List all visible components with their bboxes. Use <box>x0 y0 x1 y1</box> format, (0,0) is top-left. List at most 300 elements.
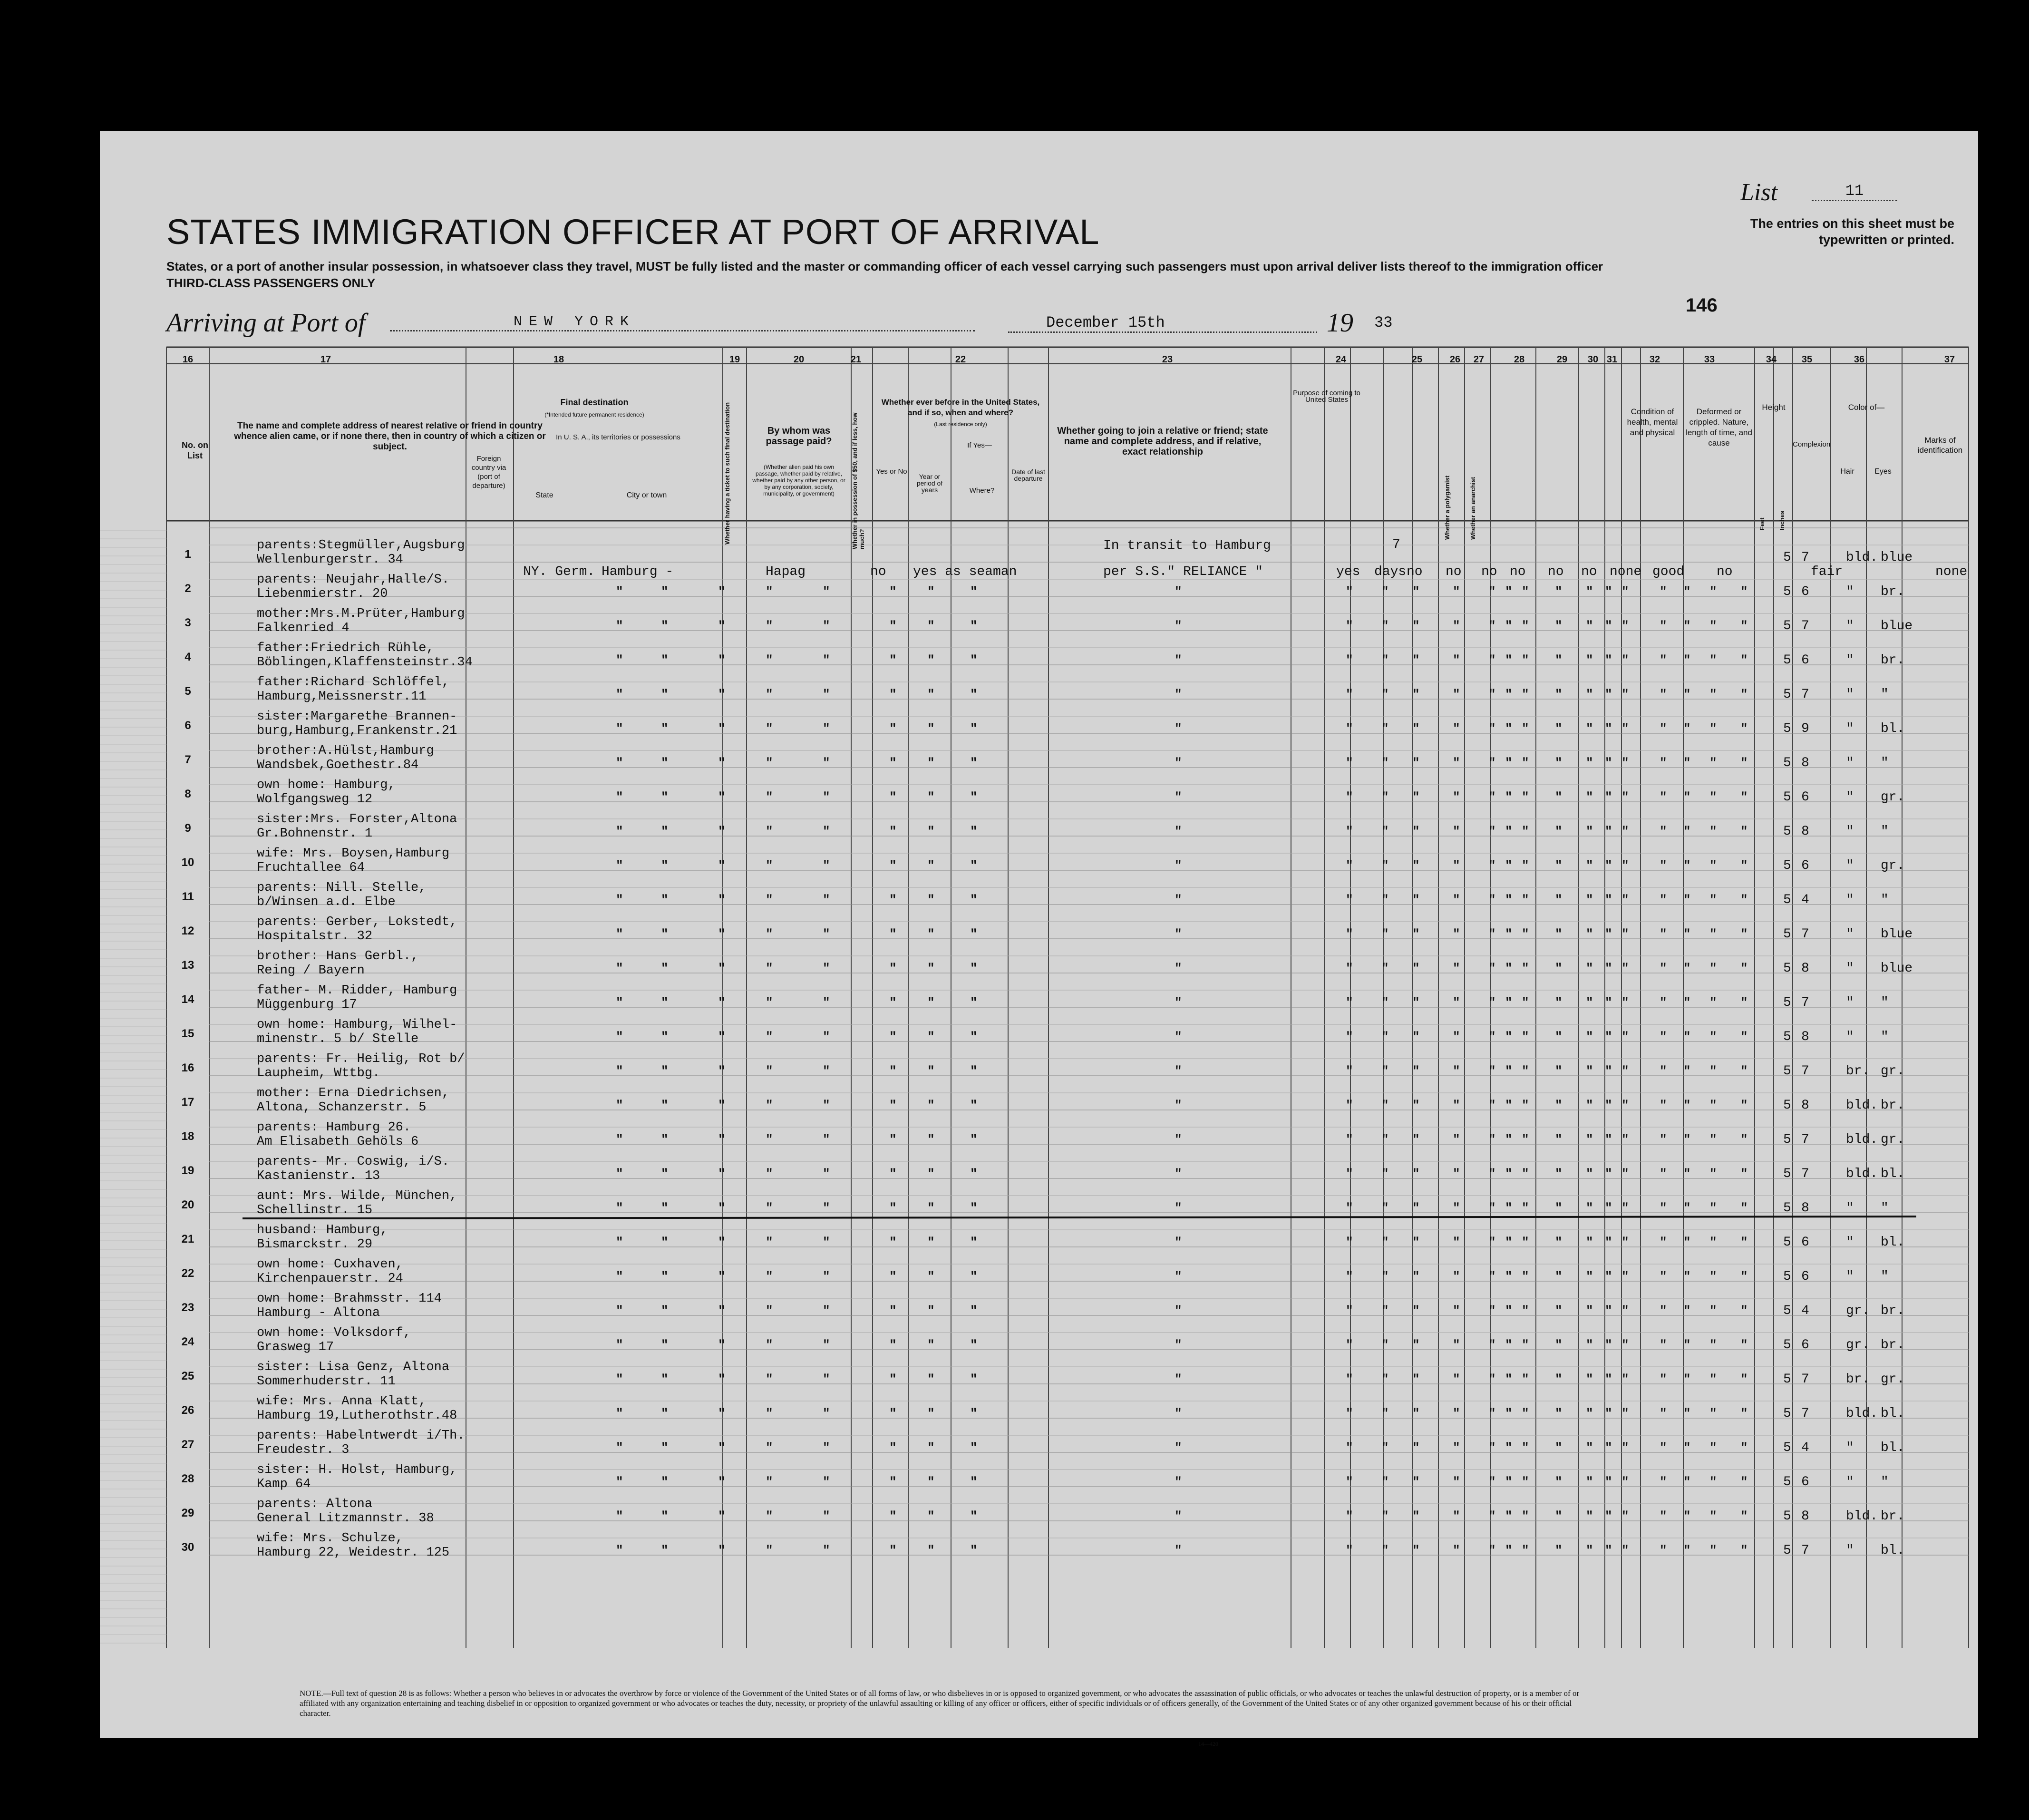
row-number: 25 <box>181 1370 194 1382</box>
height-feet: 5 <box>1783 1201 1791 1216</box>
ditto-mark: " <box>1683 824 1691 838</box>
ditto-mark: " <box>1709 1543 1717 1557</box>
ditto-mark: " <box>616 1475 623 1489</box>
ditto-mark: " <box>970 687 978 701</box>
ditto-mark: " <box>1488 1304 1496 1318</box>
ditto-mark: " <box>1412 619 1420 633</box>
ditto-mark: " <box>616 1509 623 1523</box>
eye-color: br. <box>1881 584 1905 599</box>
hair-color: " <box>1846 858 1854 873</box>
relative-address-line-2: Wandsbek,Goethestr.84 <box>257 758 419 772</box>
relative-address-line-2: Fruchtallee 64 <box>257 861 365 875</box>
ditto-mark: " <box>616 1201 623 1215</box>
ditto-mark: " <box>970 858 978 873</box>
ditto-mark: " <box>1586 1475 1593 1489</box>
ditto-mark: " <box>1555 927 1563 941</box>
ditto-mark: " <box>1381 619 1389 633</box>
height-feet: 5 <box>1783 721 1791 736</box>
column-number: 21 <box>850 354 862 365</box>
ditto-mark: " <box>766 756 773 770</box>
ditto-mark: " <box>1605 1338 1612 1352</box>
ditto-mark: " <box>889 961 897 975</box>
arrival-date: December 15th <box>1008 314 1317 333</box>
hair-color: bld. <box>1846 1406 1878 1421</box>
ditto-mark: " <box>766 1509 773 1523</box>
ditto-mark: " <box>1740 1132 1748 1147</box>
ditto-mark: " <box>1453 927 1460 941</box>
ditto-mark: " <box>1453 1440 1460 1455</box>
header-no-on-list: No. on List <box>182 440 208 460</box>
ditto-mark: " <box>1522 1543 1529 1557</box>
ditto-mark: " <box>1175 1064 1182 1078</box>
row-number: 11 <box>182 890 194 903</box>
ditto-mark: " <box>1453 893 1460 907</box>
ditto-mark: " <box>823 687 830 701</box>
ditto-mark: " <box>661 1098 669 1112</box>
ditto-mark: " <box>970 790 978 804</box>
ditto-mark: " <box>1412 1304 1420 1318</box>
relative-address-line-2: Freudestr. 3 <box>257 1443 349 1457</box>
height-inches: 6 <box>1801 584 1809 599</box>
ditto-mark: " <box>1175 1167 1182 1181</box>
binder-hole <box>71 1355 96 1385</box>
height-feet: 5 <box>1783 1304 1791 1318</box>
hair-color: " <box>1846 687 1854 702</box>
ditto-mark: " <box>718 1304 726 1318</box>
relative-address-line-1: husband: Hamburg, <box>257 1223 388 1237</box>
ditto-mark: " <box>1709 1098 1717 1112</box>
ditto-mark: " <box>766 1338 773 1352</box>
eye-color: blue <box>1881 961 1913 976</box>
list-number: 11 <box>1812 182 1897 201</box>
ditto-mark: " <box>1175 721 1182 736</box>
relative-address-line-1: parents: Hamburg 26. <box>257 1120 411 1135</box>
binder-hole <box>71 623 96 652</box>
relative-address-line-2: Am Elisabeth Gehöls 6 <box>257 1135 419 1149</box>
ditto-mark: " <box>1740 1406 1748 1421</box>
ditto-mark: " <box>1660 927 1667 941</box>
ditto-mark: " <box>1175 1235 1182 1249</box>
height-feet: 5 <box>1783 824 1791 839</box>
ditto-mark: " <box>970 1064 978 1078</box>
hair-color: " <box>1846 927 1854 942</box>
relative-address-line-2: Hamburg 19,Lutherothstr.48 <box>257 1409 457 1423</box>
height-inches: 6 <box>1801 1338 1809 1353</box>
ditto-mark: " <box>1381 1440 1389 1455</box>
ditto-mark: " <box>1505 1098 1513 1112</box>
header-last-residence: (Last residence only) <box>934 421 987 428</box>
relative-address-line-1: aunt: Mrs. Wilde, München, <box>257 1189 457 1203</box>
ditto-mark: " <box>1586 1201 1593 1215</box>
ditto-mark: " <box>1412 653 1420 667</box>
ditto-mark: " <box>970 1235 978 1249</box>
height-inches: 6 <box>1801 1475 1809 1489</box>
ditto-mark: " <box>1621 1201 1629 1215</box>
relative-address-line-1: own home: Brahmsstr. 114 <box>257 1292 442 1306</box>
ditto-mark: " <box>1488 858 1496 873</box>
relative-address-line-2: Schellinstr. 15 <box>257 1203 373 1217</box>
ditto-mark: " <box>616 1440 623 1455</box>
eye-color: " <box>1881 756 1889 770</box>
height-inches: 9 <box>1801 721 1809 736</box>
ditto-mark: " <box>616 1235 623 1249</box>
ditto-mark: " <box>823 1406 830 1421</box>
ditto-mark: " <box>1709 1201 1717 1215</box>
ditto-mark: " <box>1488 1132 1496 1147</box>
ditto-mark: " <box>1175 1440 1182 1455</box>
ditto-mark: " <box>1453 1201 1460 1215</box>
ditto-mark: " <box>1660 584 1667 599</box>
ditto-mark: " <box>1505 1201 1513 1215</box>
ditto-mark: " <box>1740 961 1748 975</box>
ditto-mark: " <box>1586 995 1593 1010</box>
hair-color: " <box>1846 619 1854 633</box>
row-number: 16 <box>181 1061 194 1074</box>
ditto-mark: " <box>1709 858 1717 873</box>
header-color-of: Color of— <box>1848 403 1885 412</box>
ditto-mark: " <box>889 1509 897 1523</box>
ditto-mark: " <box>1412 687 1420 701</box>
ditto-mark: " <box>823 1269 830 1284</box>
ditto-mark: " <box>1346 1132 1353 1147</box>
ditto-mark: " <box>1412 893 1420 907</box>
column-number: 37 <box>1944 354 1955 365</box>
ditto-mark: " <box>718 756 726 770</box>
eye-color: gr. <box>1881 858 1905 873</box>
ditto-mark: " <box>1381 790 1389 804</box>
ditto-mark: " <box>1683 1338 1691 1352</box>
ditto-mark: " <box>1505 1338 1513 1352</box>
ditto-mark: " <box>1660 1304 1667 1318</box>
ditto-mark: " <box>616 858 623 873</box>
ditto-mark: " <box>970 1269 978 1284</box>
ditto-mark: " <box>1522 619 1529 633</box>
ditto-mark: " <box>1412 790 1420 804</box>
ditto-mark: " <box>718 1269 726 1284</box>
height-inches: 8 <box>1801 1509 1809 1524</box>
ditto-mark: " <box>927 1064 935 1078</box>
column-number: 23 <box>1162 354 1173 365</box>
ditto-mark: " <box>1605 824 1612 838</box>
hair-color: gr. <box>1846 1304 1870 1318</box>
height-inches: 8 <box>1801 756 1809 770</box>
relative-address-line-2: minenstr. 5 b/ Stelle <box>257 1032 419 1046</box>
column-number: 31 <box>1606 354 1618 365</box>
ditto-mark: " <box>1522 927 1529 941</box>
ditto-mark: " <box>661 721 669 736</box>
ditto-mark: " <box>927 858 935 873</box>
ditto-mark: " <box>1381 1098 1389 1112</box>
ditto-mark: " <box>1709 1372 1717 1386</box>
header-usa: In U. S. A., its territories or possessions <box>556 433 680 441</box>
column-number: 33 <box>1704 354 1715 365</box>
ditto-mark: " <box>1381 721 1389 736</box>
r1-c25: no <box>1407 564 1423 579</box>
ditto-mark: " <box>1412 756 1420 770</box>
ditto-mark: " <box>1586 824 1593 838</box>
ditto-mark: " <box>1505 653 1513 667</box>
page-title: STATES IMMIGRATION OFFICER AT PORT OF ARRIVAL <box>166 212 1100 252</box>
header-yes-no: Yes or No <box>876 467 907 476</box>
ditto-mark: " <box>823 1201 830 1215</box>
ditto-mark: " <box>1488 721 1496 736</box>
ditto-mark: " <box>766 619 773 633</box>
ditto-mark: " <box>889 687 897 701</box>
ditto-mark: " <box>1740 756 1748 770</box>
ditto-mark: " <box>1412 858 1420 873</box>
eye-color: gr. <box>1881 790 1905 805</box>
ditto-mark: " <box>1505 1132 1513 1147</box>
ditto-mark: " <box>1555 1201 1563 1215</box>
ditto-mark: " <box>1505 1167 1513 1181</box>
ditto-mark: " <box>889 995 897 1010</box>
ditto-mark: " <box>889 1406 897 1421</box>
ditto-mark: " <box>823 1440 830 1455</box>
ditto-mark: " <box>1522 1475 1529 1489</box>
relative-address-line-1: sister:Margarethe Brannen- <box>257 710 457 724</box>
instruction-line: States, or a port of another insular possession, in whatsoever class they travel, MUST be fully listed and the master or commanding officer of each vessel carrying such passengers must upon arrival deliver lists thereof to the immigration officer <box>166 259 1603 273</box>
ditto-mark: " <box>1453 995 1460 1010</box>
ditto-mark: " <box>1709 1269 1717 1284</box>
column-number: 35 <box>1801 354 1813 365</box>
transit-line-1: In transit to Hamburg <box>1103 538 1271 553</box>
binder-hole <box>71 984 96 1014</box>
header-state: State <box>535 491 553 499</box>
ditto-mark: " <box>1488 995 1496 1010</box>
ditto-mark: " <box>766 1543 773 1557</box>
height-feet: 5 <box>1783 584 1791 599</box>
ditto-mark: " <box>1488 619 1496 633</box>
ditto-mark: " <box>1605 858 1612 873</box>
ditto-mark: " <box>661 858 669 873</box>
ditto-mark: " <box>1488 756 1496 770</box>
ditto-mark: " <box>616 584 623 599</box>
relative-address-line-2: Hospitalstr. 32 <box>257 929 373 944</box>
r1-fifty: no <box>870 564 886 579</box>
ditto-mark: " <box>1346 790 1353 804</box>
ditto-mark: " <box>1709 995 1717 1010</box>
ditto-mark: " <box>1586 584 1593 599</box>
ditto-mark: " <box>1709 1509 1717 1523</box>
header-deformed: Deformed or crippled. Nature, length of time, and cause <box>1686 407 1752 448</box>
ditto-mark: " <box>1522 1338 1529 1352</box>
ditto-mark: " <box>1488 653 1496 667</box>
ditto-mark: " <box>1660 961 1667 975</box>
header-passage-paid: By whom was passage paid? <box>766 426 832 447</box>
ditto-mark: " <box>1605 1098 1612 1112</box>
ditto-mark: " <box>1586 1372 1593 1386</box>
ditto-mark: " <box>661 653 669 667</box>
ditto-mark: " <box>1709 1167 1717 1181</box>
ditto-mark: " <box>1505 995 1513 1010</box>
ditto-mark: " <box>1660 1030 1667 1044</box>
ditto-mark: " <box>1346 721 1353 736</box>
ditto-mark: " <box>1709 653 1717 667</box>
ditto-mark: " <box>1488 1167 1496 1181</box>
height-inches: 8 <box>1801 961 1809 976</box>
ditto-mark: " <box>1683 961 1691 975</box>
ditto-mark: " <box>718 1406 726 1421</box>
ditto-mark: " <box>1683 858 1691 873</box>
ditto-mark: " <box>1488 1372 1496 1386</box>
ditto-mark: " <box>1660 721 1667 736</box>
ditto-mark: " <box>970 893 978 907</box>
ditto-mark: " <box>1412 961 1420 975</box>
ditto-mark: " <box>927 1440 935 1455</box>
ditto-mark: " <box>1381 1235 1389 1249</box>
ditto-mark: " <box>1660 1372 1667 1386</box>
ditto-mark: " <box>766 1132 773 1147</box>
ditto-mark: " <box>661 961 669 975</box>
ditto-mark: " <box>766 1406 773 1421</box>
ditto-mark: " <box>889 721 897 736</box>
ditto-mark: " <box>927 1235 935 1249</box>
ditto-mark: " <box>1522 824 1529 838</box>
ditto-mark: " <box>1586 1064 1593 1078</box>
relative-address-line-1: parents:Stegmüller,Augsburg <box>257 538 465 553</box>
ditto-mark: " <box>1586 1269 1593 1284</box>
ditto-mark: " <box>970 1132 978 1147</box>
ditto-mark: " <box>1555 858 1563 873</box>
ditto-mark: " <box>718 1132 726 1147</box>
ditto-mark: " <box>1555 995 1563 1010</box>
height-inches: 7 <box>1801 1132 1809 1147</box>
ditto-mark: " <box>1586 1304 1593 1318</box>
ditto-mark: " <box>1488 1235 1496 1249</box>
ditto-mark: " <box>823 1064 830 1078</box>
ditto-mark: " <box>766 1167 773 1181</box>
height-inches: 6 <box>1801 858 1809 873</box>
ditto-mark: " <box>1555 790 1563 804</box>
ditto-mark: " <box>1346 756 1353 770</box>
ditto-mark: " <box>889 1338 897 1352</box>
ditto-mark: " <box>661 1064 669 1078</box>
ditto-mark: " <box>1555 1338 1563 1352</box>
height-feet: 5 <box>1783 1406 1791 1421</box>
ditto-mark: " <box>1740 653 1748 667</box>
ditto-mark: " <box>718 1167 726 1181</box>
ditto-mark: " <box>1555 824 1563 838</box>
binder-hole <box>71 290 96 320</box>
relative-address-line-2: Laupheim, Wttbg. <box>257 1066 380 1080</box>
ditto-mark: " <box>927 1304 935 1318</box>
hair-color: " <box>1846 824 1854 839</box>
height-feet: 5 <box>1783 893 1791 907</box>
r1-days: days <box>1374 564 1407 579</box>
ditto-mark: " <box>1555 1269 1563 1284</box>
ditto-mark: " <box>1505 790 1513 804</box>
ditto-mark: " <box>1605 1543 1612 1557</box>
ditto-mark: " <box>1381 1543 1389 1557</box>
ditto-mark: " <box>1740 1338 1748 1352</box>
ditto-mark: " <box>1175 927 1182 941</box>
ditto-mark: " <box>1709 961 1717 975</box>
ditto-mark: " <box>970 1167 978 1181</box>
ditto-mark: " <box>1555 1475 1563 1489</box>
column-number: 27 <box>1473 354 1485 365</box>
ditto-mark: " <box>1412 824 1420 838</box>
ditto-mark: " <box>1660 619 1667 633</box>
ditto-mark: " <box>1346 1269 1353 1284</box>
ditto-mark: " <box>1586 961 1593 975</box>
ditto-mark: " <box>889 1132 897 1147</box>
ditto-mark: " <box>1522 893 1529 907</box>
ditto-mark: " <box>1621 653 1629 667</box>
column-number: 24 <box>1335 354 1347 365</box>
ditto-mark: " <box>1605 584 1612 599</box>
relative-address-line-1: mother:Mrs.M.Prüter,Hamburg <box>257 607 465 621</box>
ditto-mark: " <box>1488 1201 1496 1215</box>
ditto-mark: " <box>1522 721 1529 736</box>
height-inches: 6 <box>1801 790 1809 805</box>
ditto-mark: " <box>661 1030 669 1044</box>
ditto-mark: " <box>766 790 773 804</box>
ditto-mark: " <box>661 927 669 941</box>
ditto-mark: " <box>1555 1406 1563 1421</box>
ditto-mark: " <box>1709 1440 1717 1455</box>
ditto-mark: " <box>889 1372 897 1386</box>
ditto-mark: " <box>1709 1235 1717 1249</box>
ditto-mark: " <box>718 1030 726 1044</box>
ditto-mark: " <box>927 1132 935 1147</box>
ditto-mark: " <box>1683 756 1691 770</box>
height-feet: 5 <box>1783 995 1791 1010</box>
ditto-mark: " <box>1522 1132 1529 1147</box>
ditto-mark: " <box>1709 1406 1717 1421</box>
column-number: 30 <box>1587 354 1599 365</box>
ditto-mark: " <box>1346 1167 1353 1181</box>
ditto-mark: " <box>1555 1132 1563 1147</box>
header-join-relative: Whether going to join a relative or friend; state name and complete address, and if relative, exact relationship <box>1057 426 1268 457</box>
ditto-mark: " <box>1488 790 1496 804</box>
ditto-mark: " <box>1453 961 1460 975</box>
ditto-mark: " <box>1555 1440 1563 1455</box>
ditto-mark: " <box>1346 824 1353 838</box>
ditto-mark: " <box>1621 790 1629 804</box>
ditto-mark: " <box>1346 893 1353 907</box>
relative-address-line-1: parents: Gerber, Lokstedt, <box>257 915 457 929</box>
height-inches: 8 <box>1801 1098 1809 1113</box>
ditto-mark: " <box>1555 893 1563 907</box>
ditto-mark: " <box>1683 1440 1691 1455</box>
ditto-mark: " <box>1621 893 1629 907</box>
ditto-mark: " <box>970 961 978 975</box>
ditto-mark: " <box>1453 1030 1460 1044</box>
r1-ever-before: yes as seaman <box>913 564 1017 579</box>
eye-color: bl. <box>1881 1440 1905 1455</box>
ditto-mark: " <box>616 824 623 838</box>
eye-color: gr. <box>1881 1132 1905 1147</box>
ditto-mark: " <box>1740 1064 1748 1078</box>
ditto-mark: " <box>1586 1167 1593 1181</box>
ditto-mark: " <box>1505 893 1513 907</box>
ditto-mark: " <box>1381 1372 1389 1386</box>
relative-address-line-2: Kastanienstr. 13 <box>257 1169 380 1183</box>
ditto-mark: " <box>889 1201 897 1215</box>
ditto-mark: " <box>1412 1475 1420 1489</box>
r1-paid: Hapag <box>766 564 806 579</box>
ditto-mark: " <box>823 1132 830 1147</box>
ditto-mark: " <box>1660 1167 1667 1181</box>
ditto-mark: " <box>1555 1543 1563 1557</box>
ditto-mark: " <box>1522 1235 1529 1249</box>
ditto-mark: " <box>661 1543 669 1557</box>
ditto-mark: " <box>1621 687 1629 701</box>
ditto-mark: " <box>1522 858 1529 873</box>
ditto-mark: " <box>1621 1132 1629 1147</box>
height-feet: 5 <box>1783 927 1791 942</box>
hair-color: " <box>1846 1475 1854 1489</box>
